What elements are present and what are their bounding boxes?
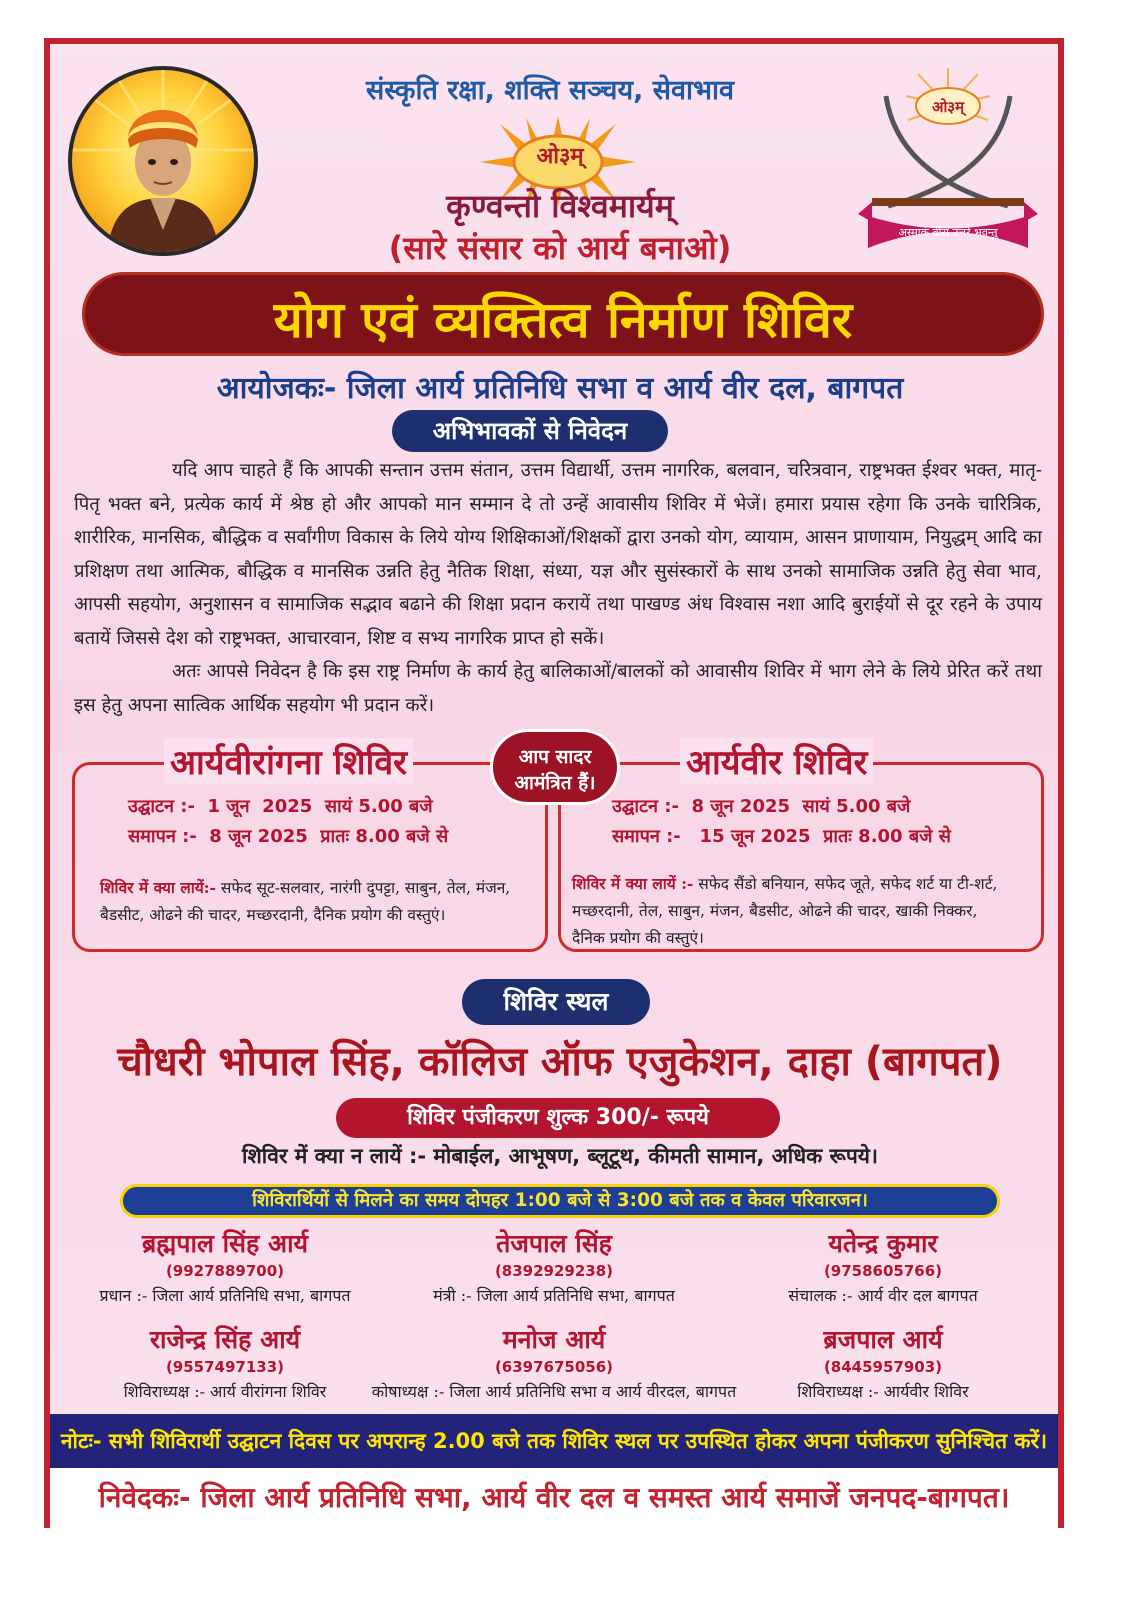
- contact-name: तेजपाल सिंह: [496, 1229, 612, 1258]
- contact-card: [389, 1226, 719, 1306]
- boys-items-list: सफेद सैंडो बनियान, सफेद जूते, सफेद शर्ट या टी-शर्ट, मच्छरदानी, तेल, साबुन, मंजन, बैडसीट, ओढने की चादर, खाकी निक्कर, दैनिक प्रयोग की वस्तुएं।: [572, 875, 998, 947]
- boys-closing: समापन :- 15 जून 2025 प्रातः 8.00 बजे से: [612, 826, 951, 847]
- girls-items-list: सफेद सूट-सलवार, नारंगी दुपट्टा, साबुन, तेल, मंजन, बैडसीट, ओढने की चादर, मच्छरदानी, दैनिक प्रयोग की वस्तुएं।: [100, 879, 511, 924]
- portrait-figure: [72, 70, 254, 252]
- invite-line-1: आप सादर: [518, 746, 592, 768]
- slogan: संस्कृति रक्षा, शक्ति सञ्चय, सेवाभाव: [365, 75, 735, 106]
- contact-card: [60, 1226, 390, 1306]
- meeting-time: शिविरार्थियों से मिलने का समय दोपहर 1:00 बजे से 3:00 बजे तक व केवल परिवारजन।: [120, 1184, 1000, 1218]
- contact-phone: (9758605766): [823, 1262, 943, 1280]
- motto-translation: (सारे संसार को आर्य बनाओ): [388, 229, 732, 267]
- contact-role: शिविराध्यक्ष :- आर्यवीर शिविर: [797, 1382, 969, 1401]
- portrait-image: [68, 66, 258, 256]
- request-paragraph-2: अतः आपसे निवेदन है कि इस राष्ट्र निर्माण के कार्य हेतु बालिकाओं/बालकों को आवासीय शिविर में भाग लेने के लिये प्रेरित करें तथा इस हेतु अपना सात्विक आर्थिक सहयोग भी प्रदान करें।: [74, 661, 1042, 716]
- swords-emblem-icon: [858, 66, 1038, 256]
- contact-card: [334, 1322, 774, 1402]
- contact-name: ब्रह्मपाल सिंह आर्य: [141, 1229, 309, 1258]
- poster: [44, 38, 1064, 1528]
- motto: कृण्वन्तो विश्वमार्यम्: [446, 187, 674, 225]
- contact-phone: (9927889700): [165, 1262, 285, 1280]
- contact-phone: (8392929238): [494, 1262, 614, 1280]
- request-heading: अभिभावकों से निवेदन: [392, 410, 668, 452]
- girls-camp-title: आर्यवीरांगना शिविर: [164, 738, 413, 784]
- boys-items: [572, 870, 1012, 952]
- contact-role: प्रधान :- जिला आर्य प्रतिनिधि सभा, बागपत: [99, 1286, 351, 1305]
- contact-role: मंत्री :- जिला आर्य प्रतिनिधि सभा, बागपत: [433, 1286, 675, 1305]
- do-not-bring: शिविर में क्या न लायें :- मोबाईल, आभूषण, ब्लूटूथ, कीमती सामान, अधिक रूपये।: [242, 1144, 878, 1168]
- contact-phone: (9557497133): [165, 1358, 285, 1376]
- girls-opening: उद्घाटन :- 1 जून 2025 सायं 5.00 बजे: [128, 796, 433, 817]
- venue-label: शिविर स्थल: [462, 979, 650, 1025]
- request-paragraph-1: यदि आप चाहते हैं कि आपकी सन्तान उत्तम संतान, उत्तम विद्यार्थी, उत्तम नागरिक, बलवान, चरित्रवान, राष्ट्रभक्त ईश्वर भक्त, मातृ-पितृ भक्त बने, प्रत्येक कार्य में श्रेष्ठ हो और आपको मान सम्मान दे तो उन्हें आवासीय शिविर में भेजें। हमारा प्रयास रहेगा कि उनके चारित्रिक, शारीरिक, मानसिक, बौद्धिक व सर्वांगीण विकास के लिये योग्य शिक्षिकाओं/शिक्षकों द्वारा उनको योग, व्यायाम, आसन प्राणायाम, नियुद्धम् आदि का प्रशिक्षण तथा आत्मिक, बौद्धिक व मानसिक उन्नति हेतु नैतिक शिक्षा, संध्या, यज्ञ और सुसंस्कारों के साथ उनको सामाजिक उन्नति हेतु सेवा भाव, आपसी सहयोग, अनुशासन व सामाजिक सद्भाव बढाने की शिक्षा प्रदान करायें तथा पाखण्ड अंध विश्वास नशा आदि बुराईयों से दूर रहने के उपाय बतायें जिससे देश को राष्ट्रभक्त, आचारवान, शिष्ट व सभ्य नागरिक प्राप्त हो सकें।: [74, 460, 1042, 649]
- girls-items-label: शिविर में क्या लायें:-: [100, 878, 216, 897]
- contact-card: [718, 1322, 1048, 1402]
- organizer: आयोजकः- जिला आर्य प्रतिनिधि सभा व आर्य वीर दल, बागपत: [216, 371, 904, 406]
- om-text: ओ३म्: [536, 144, 584, 169]
- girls-closing: समापन :- 8 जून 2025 प्रातः 8.00 बजे से: [128, 826, 449, 847]
- venue-name: चौधरी भोपाल सिंह, कॉलिज ऑफ एजुकेशन, दाहा (बागपत): [117, 1039, 1003, 1085]
- registration-fee: शिविर पंजीकरण शुल्क 300/- रूपये: [336, 1098, 780, 1138]
- note-bar: नोटः- सभी शिविरार्थी उद्घाटन दिवस पर अपरान्ह 2.00 बजे तक शिविर स्थल पर उपस्थित होकर अपना पंजीकरण सुनिश्चित करें।: [50, 1414, 1058, 1468]
- contact-phone: (8445957903): [823, 1358, 943, 1376]
- contact-name: यतेन्द्र कुमार: [828, 1229, 938, 1258]
- boys-opening: उद्घाटन :- 8 जून 2025 सायं 5.00 बजे: [612, 796, 911, 817]
- contact-role: कोषाध्यक्ष :- जिला आर्य प्रतिनिधि सभा व आर्य वीरदल, बागपत: [371, 1382, 737, 1401]
- footer-appeal: निवेदकः- जिला आर्य प्रतिनिधि सभा, आर्य वीर दल व समस्त आर्य समाजें जनपद-बागपत।: [50, 1468, 1058, 1528]
- request-body: [74, 454, 1042, 722]
- girls-items: [100, 874, 530, 929]
- boys-items-label: शिविर में क्या लायें :-: [572, 874, 694, 893]
- invite-badge: [490, 729, 620, 805]
- emblem-om-text: ओ३म्: [931, 98, 965, 116]
- invite-line-2: आमंत्रित हैं।: [514, 772, 596, 794]
- contact-name: ब्रजपाल आर्य: [823, 1325, 943, 1354]
- contact-card: [718, 1226, 1048, 1306]
- contact-name: राजेन्द्र सिंह आर्य: [149, 1325, 301, 1354]
- contact-name: मनोज आर्य: [502, 1325, 606, 1354]
- contact-phone: (6397675056): [494, 1358, 614, 1376]
- boys-camp-title: आर्यवीर शिविर: [680, 738, 873, 784]
- contact-role: शिविराध्यक्ष :- आर्य वीरांगना शिविर: [123, 1382, 327, 1401]
- contact-role: संचालक :- आर्य वीर दल बागपत: [788, 1286, 978, 1305]
- main-title: योग एवं व्यक्तित्व निर्माण शिविर: [273, 291, 853, 349]
- emblem-ribbon-text: अस्माकं वीरा उत्तरे भवन्तु: [898, 226, 998, 239]
